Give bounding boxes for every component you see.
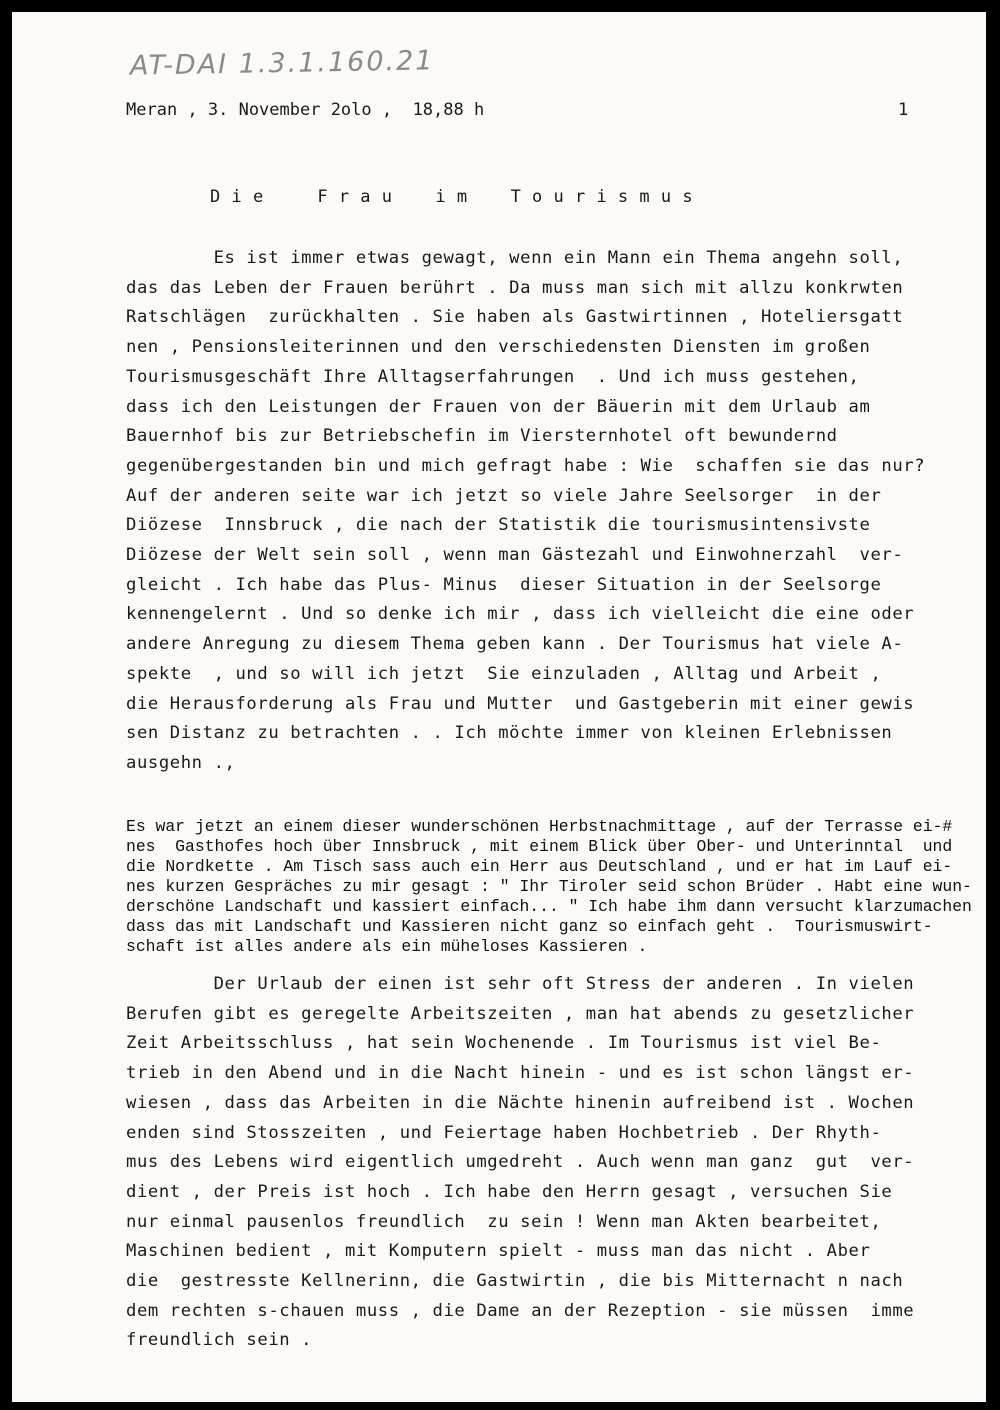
text-line: Diözese der Welt sein soll , wenn man Gästezahl und Einwohnerzahl ver- bbox=[126, 545, 904, 566]
text-line: nes kurzen Gespräches zu mir gesagt : " Ihr Tiroler seid schon Brüder . Habt eine wun- bbox=[126, 877, 972, 896]
text-line: die Nordkette . Am Tisch sass auch ein Herr aus Deutschland , und er hat im Lauf ei- bbox=[126, 857, 953, 876]
text-line: freundlich sein . bbox=[126, 1330, 313, 1351]
text-line: dass das mit Landschaft und Kassieren nicht ganz so einfach geht . Tourismuswirt- bbox=[126, 917, 933, 936]
date-line: Meran , 3. November 2olo , 18,88 h bbox=[126, 100, 485, 120]
text-line: spekte , und so will ich jetzt Sie einzuladen , Alltag und Arbeit , bbox=[126, 663, 882, 684]
text-line: dient , der Preis ist hoch . Ich habe den Herrn gesagt , versuchen Sie bbox=[126, 1181, 893, 1202]
paragraph-stress bbox=[126, 970, 914, 1356]
text-line: Berufen gibt es geregelte Arbeitszeiten , man hat abends zu gesetzlicher bbox=[126, 1003, 915, 1024]
document-page bbox=[12, 12, 986, 1402]
text-line: gegenübergestanden bin und mich gefragt habe : Wie schaffen sie das nur? bbox=[126, 455, 926, 476]
paragraph-intro bbox=[126, 244, 925, 779]
text-line: ausgehn ., bbox=[126, 752, 236, 773]
text-line: dem rechten s-chauen muss , die Dame an der Rezeption - sie müssen imme bbox=[126, 1300, 915, 1321]
text-line: Bauernhof bis zur Betriebschefin im Viersternhotel oft bewundernd bbox=[126, 426, 838, 447]
text-line: Auf der anderen seite war ich jetzt so viele Jahre Seelsorger in der bbox=[126, 485, 882, 506]
text-line: das das Leben der Frauen berührt . Da muss man sich mit allzu konkrwten bbox=[126, 277, 904, 298]
text-line: gleicht . Ich habe das Plus- Minus dieser Situation in der Seelsorge bbox=[126, 574, 882, 595]
text-line: Ratschlägen zurückhalten . Sie haben als Gastwirtinnen , Hoteliersgatt bbox=[126, 307, 904, 328]
text-line: die Herausforderung als Frau und Mutter und Gastgeberin mit einer gewis bbox=[126, 693, 915, 714]
text-line: enden sind Stosszeiten , und Feiertage haben Hochbetrieb . Der Rhyth- bbox=[126, 1122, 882, 1143]
text-line: schaft ist alles andere als ein müheloses Kassieren . bbox=[126, 937, 648, 956]
text-line: Der Urlaub der einen ist sehr oft Stress der anderen . In vielen bbox=[126, 974, 915, 994]
text-line: trieb in den Abend und in die Nacht hinein - und es ist schon längst er- bbox=[126, 1063, 915, 1084]
text-line: Diözese Innsbruck , die nach der Statistik die tourismusintensivste bbox=[126, 515, 871, 536]
text-line: sen Distanz zu betrachten . . Ich möchte immer von kleinen Erlebnissen bbox=[126, 723, 893, 744]
text-line: mus des Lebens wird eigentlich umgedreht . Auch wenn man ganz gut ver- bbox=[126, 1152, 915, 1173]
text-line: Zeit Arbeitsschluss , hat sein Wochenende . Im Tourismus ist viel Be- bbox=[126, 1033, 882, 1054]
text-line: Es ist immer etwas gewagt, wenn ein Mann ein Thema angehn soll, bbox=[126, 248, 904, 268]
text-line: Es war jetzt an einem dieser wunderschönen Herbstnachmittage , auf der Terrasse ei-# bbox=[126, 817, 953, 836]
text-line: dass ich den Leistungen der Frauen von der Bäuerin mit dem Urlaub am bbox=[126, 396, 871, 417]
text-line: andere Anregung zu diesem Thema geben kann . Der Tourismus hat viele A- bbox=[126, 634, 904, 655]
text-line: derschöne Landschaft und kassiert einfach... " Ich habe ihm dann versucht klarzumachen bbox=[126, 897, 972, 916]
text-line: nur einmal pausenlos freundlich zu sein ! Wenn man Akten bearbeitet, bbox=[126, 1211, 882, 1232]
text-line: die gestresste Kellnerinn, die Gastwirtin , die bis Mitternacht n nach bbox=[126, 1271, 904, 1292]
paragraph-anecdote bbox=[126, 817, 972, 957]
text-line: Tourismusgeschäft Ihre Alltagserfahrungen . Und ich muss gestehen, bbox=[126, 366, 860, 387]
document-title: D i e F r a u i m T o u r i s m u s bbox=[210, 187, 694, 207]
text-line: nes Gasthofes hoch über Innsbruck , mit einem Blick über Ober- und Unterinntal und bbox=[126, 837, 953, 856]
text-line: kennengelernt . Und so denke ich mir , dass ich vielleicht die eine oder bbox=[126, 604, 915, 625]
page-number: 1 bbox=[898, 100, 909, 120]
text-line: nen , Pensionsleiterinnen und den verschiedensten Diensten im großen bbox=[126, 337, 871, 358]
text-line: Maschinen bedient , mit Komputern spielt - muss man das nicht . Aber bbox=[126, 1241, 871, 1262]
text-line: wiesen , dass das Arbeiten in die Nächte hinenin aufreibend ist . Wochen bbox=[126, 1092, 915, 1113]
archive-signature: AT-DAI 1.3.1.160.21 bbox=[129, 45, 435, 82]
